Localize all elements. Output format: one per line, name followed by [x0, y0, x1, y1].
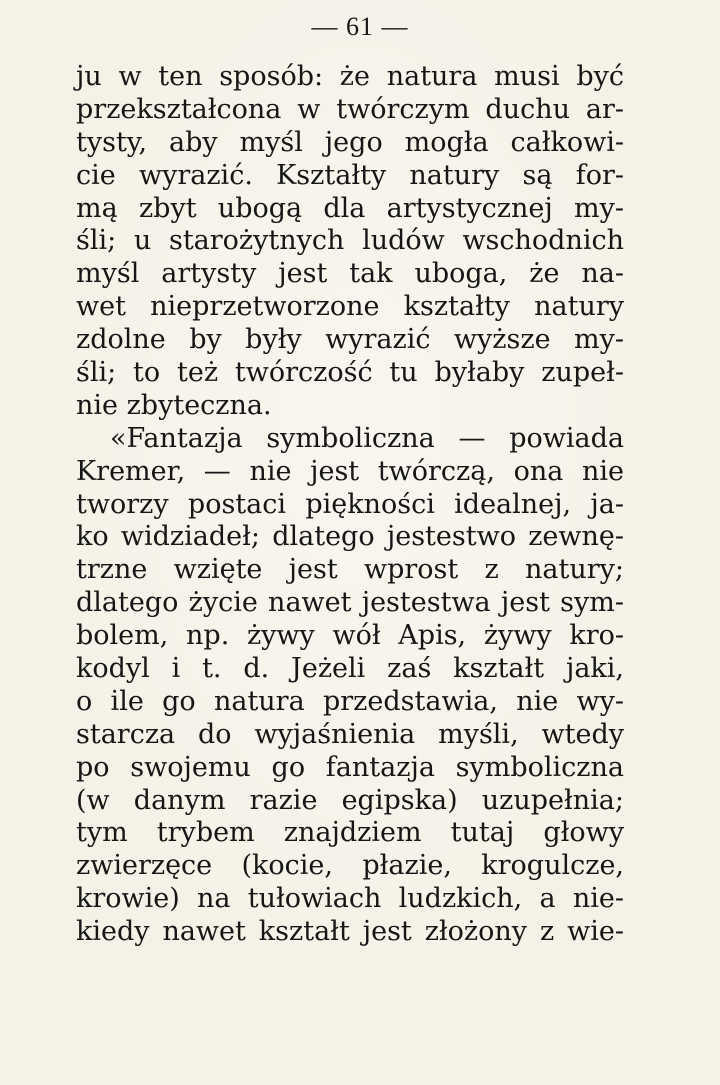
text-line: po swojemu go fantazja symboliczna [76, 751, 624, 783]
text-line: zwierzęce (kocie, płazie, krogulcze, [76, 850, 624, 882]
text-line: starcza do wyjaśnienia myśli, wtedy [76, 718, 624, 750]
text-line: trzne wzięte jest wprost z natury; [76, 554, 624, 586]
text-line: ko widziadeł; dlatego jestestwo zewnę- [76, 521, 624, 553]
text-line: «Fantazja symboliczna — powiada [110, 422, 624, 454]
text-line: zdolne by były wyrazić wyższe my- [76, 324, 624, 356]
text-line: bolem, np. żywy wół Apis, żywy kro- [76, 620, 624, 652]
text-line: mą zbyt ubogą dla artystycznej my- [76, 192, 624, 224]
text-line: tysty, aby myśl jego mogła całkowi- [76, 126, 624, 158]
text-line: krowie) na tułowiach ludzkich, a nie- [76, 883, 624, 915]
text-line: cie wyrazić. Kształty natury są for- [76, 159, 624, 191]
text-line: kiedy nawet kształt jest złożony z wie- [76, 916, 624, 948]
text-line: ju w ten sposób: że natura musi być [76, 61, 624, 92]
text-line: kodyl i t. d. Jeżeli zaś kształt jaki, [76, 653, 624, 685]
text-line: śli; u starożytnych ludów wschodnich [76, 225, 624, 257]
text-line: przekształcona w twórczym duchu ar- [76, 93, 624, 125]
text-line: Kremer, — nie jest twórczą, ona nie [76, 455, 624, 487]
text-line: nie zbyteczna. [76, 389, 272, 421]
text-line: myśl artysty jest tak uboga, że na- [76, 258, 624, 290]
text-line: tworzy postaci piękności idealnej, ja- [76, 488, 624, 520]
text-line: dlatego życie nawet jestestwa jest sym- [76, 587, 624, 619]
text-line: o ile go natura przedstawia, nie wy- [76, 685, 624, 717]
text-line: śli; to też twórczość tu byłaby zupeł- [76, 357, 624, 389]
body-text [76, 61, 624, 949]
text-line: wet nieprzetworzone kształty natury [76, 291, 624, 323]
page-number: — 61 — [311, 12, 409, 41]
text-line: tym trybem znajdziem tutaj głowy [76, 817, 624, 849]
text-line: (w danym razie egipska) uzupełnia; [76, 784, 624, 816]
